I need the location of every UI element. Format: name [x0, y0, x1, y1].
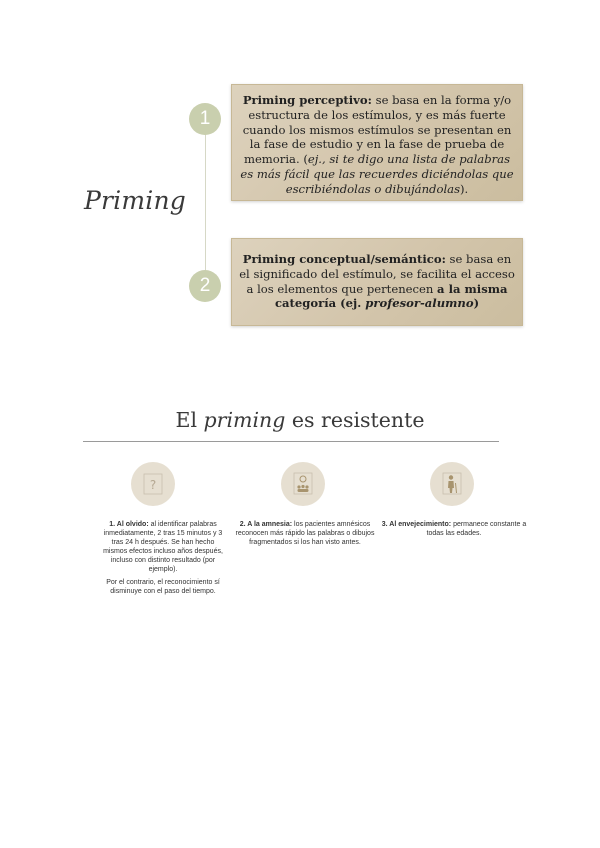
step-1-text: se basa en la forma y/o estructura de los estímulos, y es más fuerte cuando los mismos estímulos se presentan en la fase de estudio y en la fase de prueba de memoria. (	[242, 93, 512, 167]
step-1-example: ej., si te digo una lista de palabras es más fácil que las recuerdes diciéndolas que escribiéndolas o dibujándolas	[240, 152, 514, 196]
elderly-person-icon	[430, 462, 474, 506]
title-suffix: es resistente	[285, 408, 425, 432]
title-italic: priming	[203, 408, 286, 432]
connector-line	[205, 120, 206, 286]
item-olvido	[103, 520, 223, 600]
step-2-bold: a la misma categoría (ej.	[274, 281, 508, 311]
item-2-heading: 2. A la amnesia:	[239, 521, 293, 528]
step-2-example: profesor-alumno	[365, 296, 474, 311]
title-prefix: El	[175, 408, 204, 432]
priming-main-label: Priming	[84, 186, 186, 215]
step-2-title: Priming conceptual/semántico:	[242, 252, 446, 266]
item-2-text: los pacientes amnésicos reconocen más rápido las palabras o dibujos fragmentados si los han visto antes.	[235, 521, 375, 546]
step-2-text-end: )	[473, 296, 480, 311]
step-2-text: se basa en el significado del estímulo, se facilita el acceso a los elementos que pertenecen	[239, 252, 515, 296]
step-1-title: Priming perceptivo:	[242, 93, 372, 107]
section-divider	[83, 441, 499, 442]
step-2-circle: 2	[189, 270, 221, 302]
item-amnesia	[232, 520, 378, 551]
item-3-text: permanece constante a todas las edades.	[426, 521, 527, 537]
item-1-text2: Por el contrario, el reconocimiento sí disminuye con el paso del tiempo.	[106, 579, 220, 595]
step-2-box	[231, 238, 523, 326]
item-1-text: al identificar palabras inmediatamente, 2 tras 15 minutos y 3 tras 24 h después. Se han hecho mismos efectos incluso años después, incluso con distinto resultado (por ejemplo).	[103, 521, 223, 573]
step-1-text-end: ).	[460, 181, 469, 196]
question-icon	[131, 462, 175, 506]
step-1-circle: 1	[189, 103, 221, 135]
section-title	[0, 408, 600, 432]
svg-text:?: ?	[149, 478, 157, 492]
brain-people-icon	[281, 462, 325, 506]
item-3-heading: 3. Al envejecimiento:	[381, 521, 452, 528]
item-envejecimiento	[381, 520, 527, 542]
item-1-heading: 1. Al olvido:	[109, 521, 149, 528]
step-1-box	[231, 84, 523, 201]
